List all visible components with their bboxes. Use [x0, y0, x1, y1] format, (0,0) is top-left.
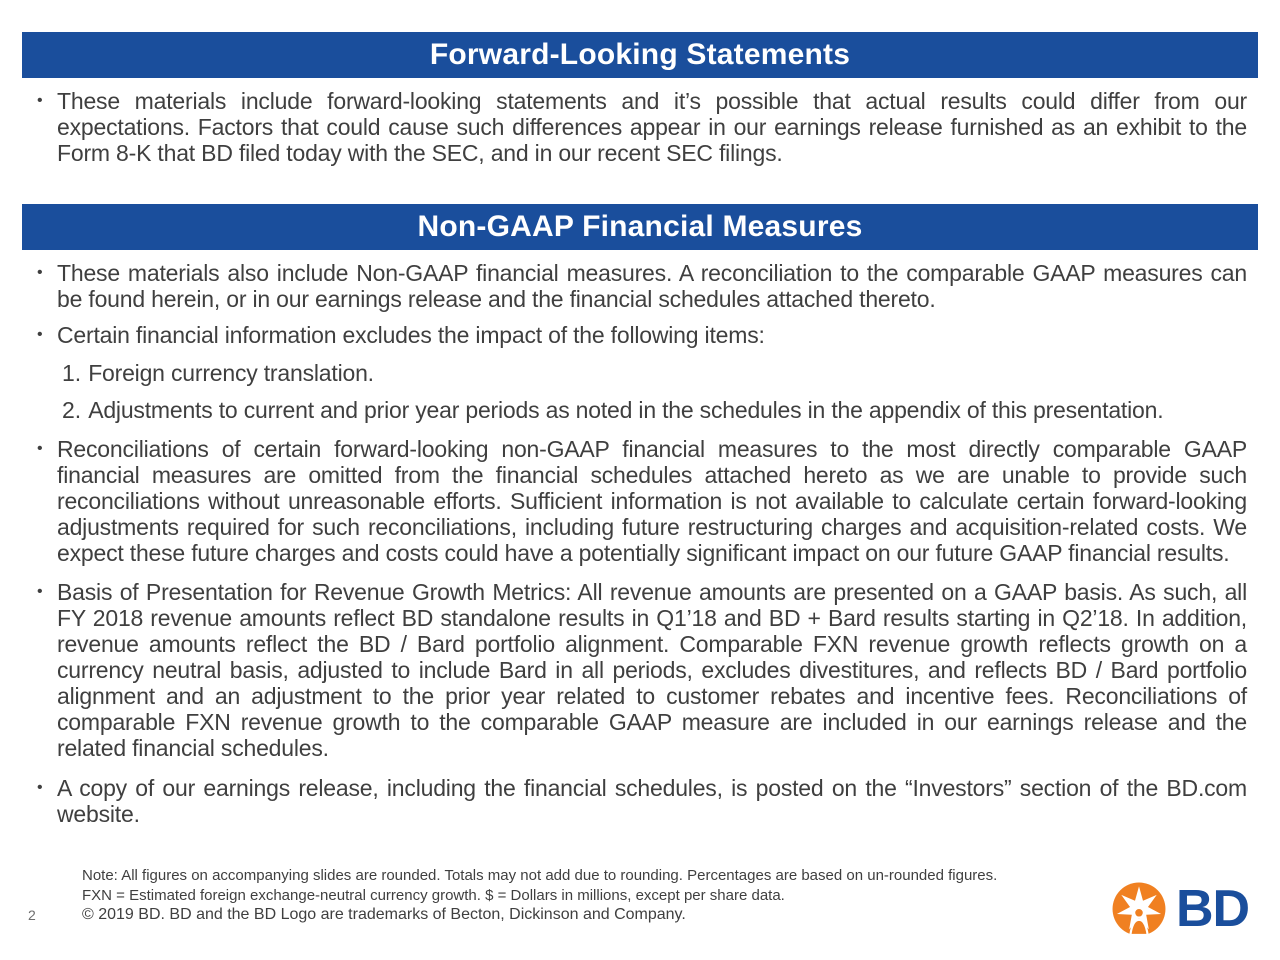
section-header-forward-looking	[22, 32, 1258, 78]
forward-looking-bullets	[22, 88, 1258, 166]
page-number: 2	[28, 907, 36, 923]
bullet-text: A copy of our earnings release, including the financial schedules, is posted on the “Investors” section of the BD.com website.	[57, 775, 1247, 827]
bullet-item	[37, 436, 1258, 566]
bullet-icon: •	[37, 92, 43, 109]
bullet-text: These materials also include Non-GAAP financial measures. A reconciliation to the comparable GAAP measures can be found herein, or in our earnings release and the financial schedules attached thereto.	[57, 260, 1247, 312]
bullet-icon: •	[37, 583, 43, 600]
slide-content	[22, 32, 1258, 827]
section-title: Non-GAAP Financial Measures	[417, 210, 863, 243]
excluded-items-list	[62, 360, 1258, 423]
list-item-text: Adjustments to current and prior year periods as noted in the schedules in the appendix of this presentation.	[88, 397, 1164, 423]
bullet-item	[37, 322, 1258, 348]
bullet-icon: •	[37, 264, 43, 281]
copyright-line: © 2019 BD. BD and the BD Logo are trademarks of Becton, Dickinson and Company.	[82, 906, 686, 923]
section-header-non-gaap	[22, 204, 1258, 250]
list-item	[62, 397, 1258, 423]
list-item	[62, 360, 1258, 386]
footnote-rounding: Note: All figures on accompanying slides are rounded. Totals may not add due to rounding. Percentages are based on un-rounded figures.	[82, 867, 998, 884]
bullet-item	[37, 775, 1258, 827]
bd-wordmark: BD	[1176, 880, 1250, 938]
bullet-item	[37, 88, 1258, 166]
bullet-text: Basis of Presentation for Revenue Growth Metrics: All revenue amounts are presented on a GAAP basis. As such, all FY 2018 revenue amounts reflect BD standalone results in Q1’18 and BD + Bard results starting in Q2’18. In addition, revenue amounts reflect the BD / Bard portfolio alignment. Comparable FXN revenue growth reflects growth on a currency neutral basis, adjusted to include Bard in all periods, excludes divestitures, and reflects BD / Bard portfolio alignment and an adjustment to the prior year related to customer rebates and incentive fees. Reconciliations of comparable FXN revenue growth to the comparable GAAP measure are included in our earnings release and the related financial schedules.	[57, 579, 1247, 761]
non-gaap-bullets	[22, 260, 1258, 348]
non-gaap-bullets-continued	[22, 436, 1258, 827]
bullet-icon: •	[37, 440, 43, 457]
list-item-text: Foreign currency translation.	[88, 360, 374, 386]
section-title: Forward-Looking Statements	[429, 38, 851, 71]
footnote-fxn-definition: FXN = Estimated foreign exchange-neutral currency growth. $ = Dollars in millions, except per share data.	[82, 887, 785, 904]
footnotes	[82, 866, 1092, 906]
bullet-icon: •	[37, 326, 43, 343]
bullet-icon: •	[37, 779, 43, 796]
bd-logo	[1112, 882, 1249, 936]
bullet-text: Certain financial information excludes the impact of the following items:	[57, 322, 765, 348]
bullet-text: Reconciliations of certain forward-looking non-GAAP financial measures to the most directly comparable GAAP financial measures are omitted from the financial schedules attached hereto as we are unable to provide such reconciliations without unreasonable efforts. Sufficient information is not available to calculate certain forward-looking adjustments required for such reconciliations, including future restructuring charges and acquisition-related costs. We expect these future charges and costs could have a potentially significant impact on our future GAAP financial results.	[57, 436, 1247, 566]
bullet-text: These materials include forward-looking statements and it’s possible that actual results could differ from our expectations. Factors that could cause such differences appear in our earnings release furnished as an exhibit to the Form 8-K that BD filed today with the SEC, and in our recent SEC filings.	[57, 88, 1247, 166]
list-item-number: 1.	[62, 360, 82, 386]
list-item-number: 2.	[62, 397, 82, 423]
bullet-item	[37, 260, 1258, 312]
bullet-item	[37, 579, 1258, 761]
bd-sunburst-icon	[1112, 882, 1166, 936]
